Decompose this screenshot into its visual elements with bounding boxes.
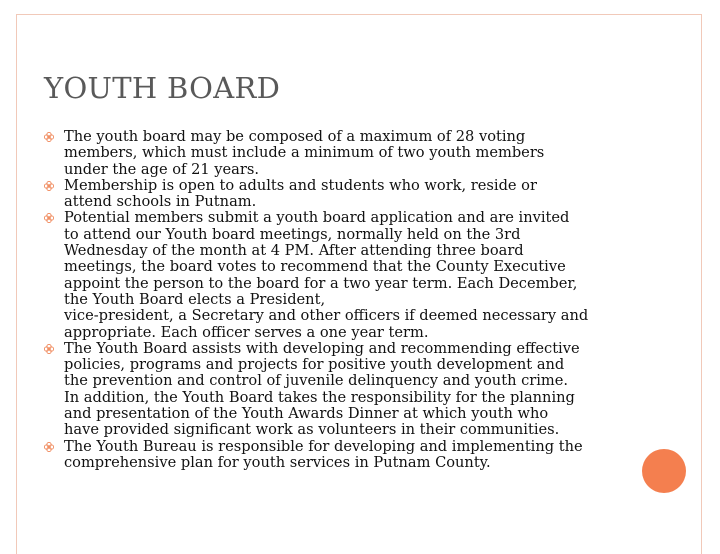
bullet-text-5: The Youth Bureau is responsible for developing and implementing the comprehensive plan for youth services in Putnam County.	[64, 437, 583, 471]
bullet-item-3	[44, 210, 629, 340]
bullet-text-2: Membership is open to adults and students who work, reside or attend schools in Putnam.	[64, 176, 537, 211]
quatrefoil-bullet-icon	[44, 132, 64, 142]
decorative-orange-circle	[642, 449, 686, 493]
bullet-item-5	[44, 439, 629, 472]
quatrefoil-bullet-icon	[44, 442, 64, 452]
bullet-item-1	[44, 129, 629, 178]
quatrefoil-bullet-icon	[44, 344, 64, 354]
slide-title: YOUTH BOARD	[44, 71, 281, 105]
bullet-item-4	[44, 341, 629, 439]
bullet-text-3: Potential members submit a youth board application and are invited to attend our Youth board meetings, normally held on the 3rd Wednesday of the month at 4 PM. After attending three board meetings, the board votes to recommend that the County Executive appoint the person to the board for a two year term. Each December, the Youth Board elects a President, vice-president, a Secretary and other officers if deemed necessary and appropriate. Each officer serves a one year term.	[64, 209, 589, 341]
bullet-list	[44, 129, 629, 471]
bullet-text-1: The youth board may be composed of a maximum of 28 voting members, which must include a minimum of two youth members under the age of 21 years.	[64, 128, 545, 178]
quatrefoil-bullet-icon	[44, 213, 64, 223]
quatrefoil-bullet-icon	[44, 181, 64, 191]
bullet-text-4: The Youth Board assists with developing and recommending effective policies, programs and projects for positive youth development and the prevention and control of juvenile delinquency and youth crime. In addition, the Youth Board takes the responsibility for the planning and presentation of the Youth Awards Dinner at which youth who have provided significant work as volunteers in their communities.	[64, 339, 580, 439]
bullet-item-2	[44, 178, 629, 211]
